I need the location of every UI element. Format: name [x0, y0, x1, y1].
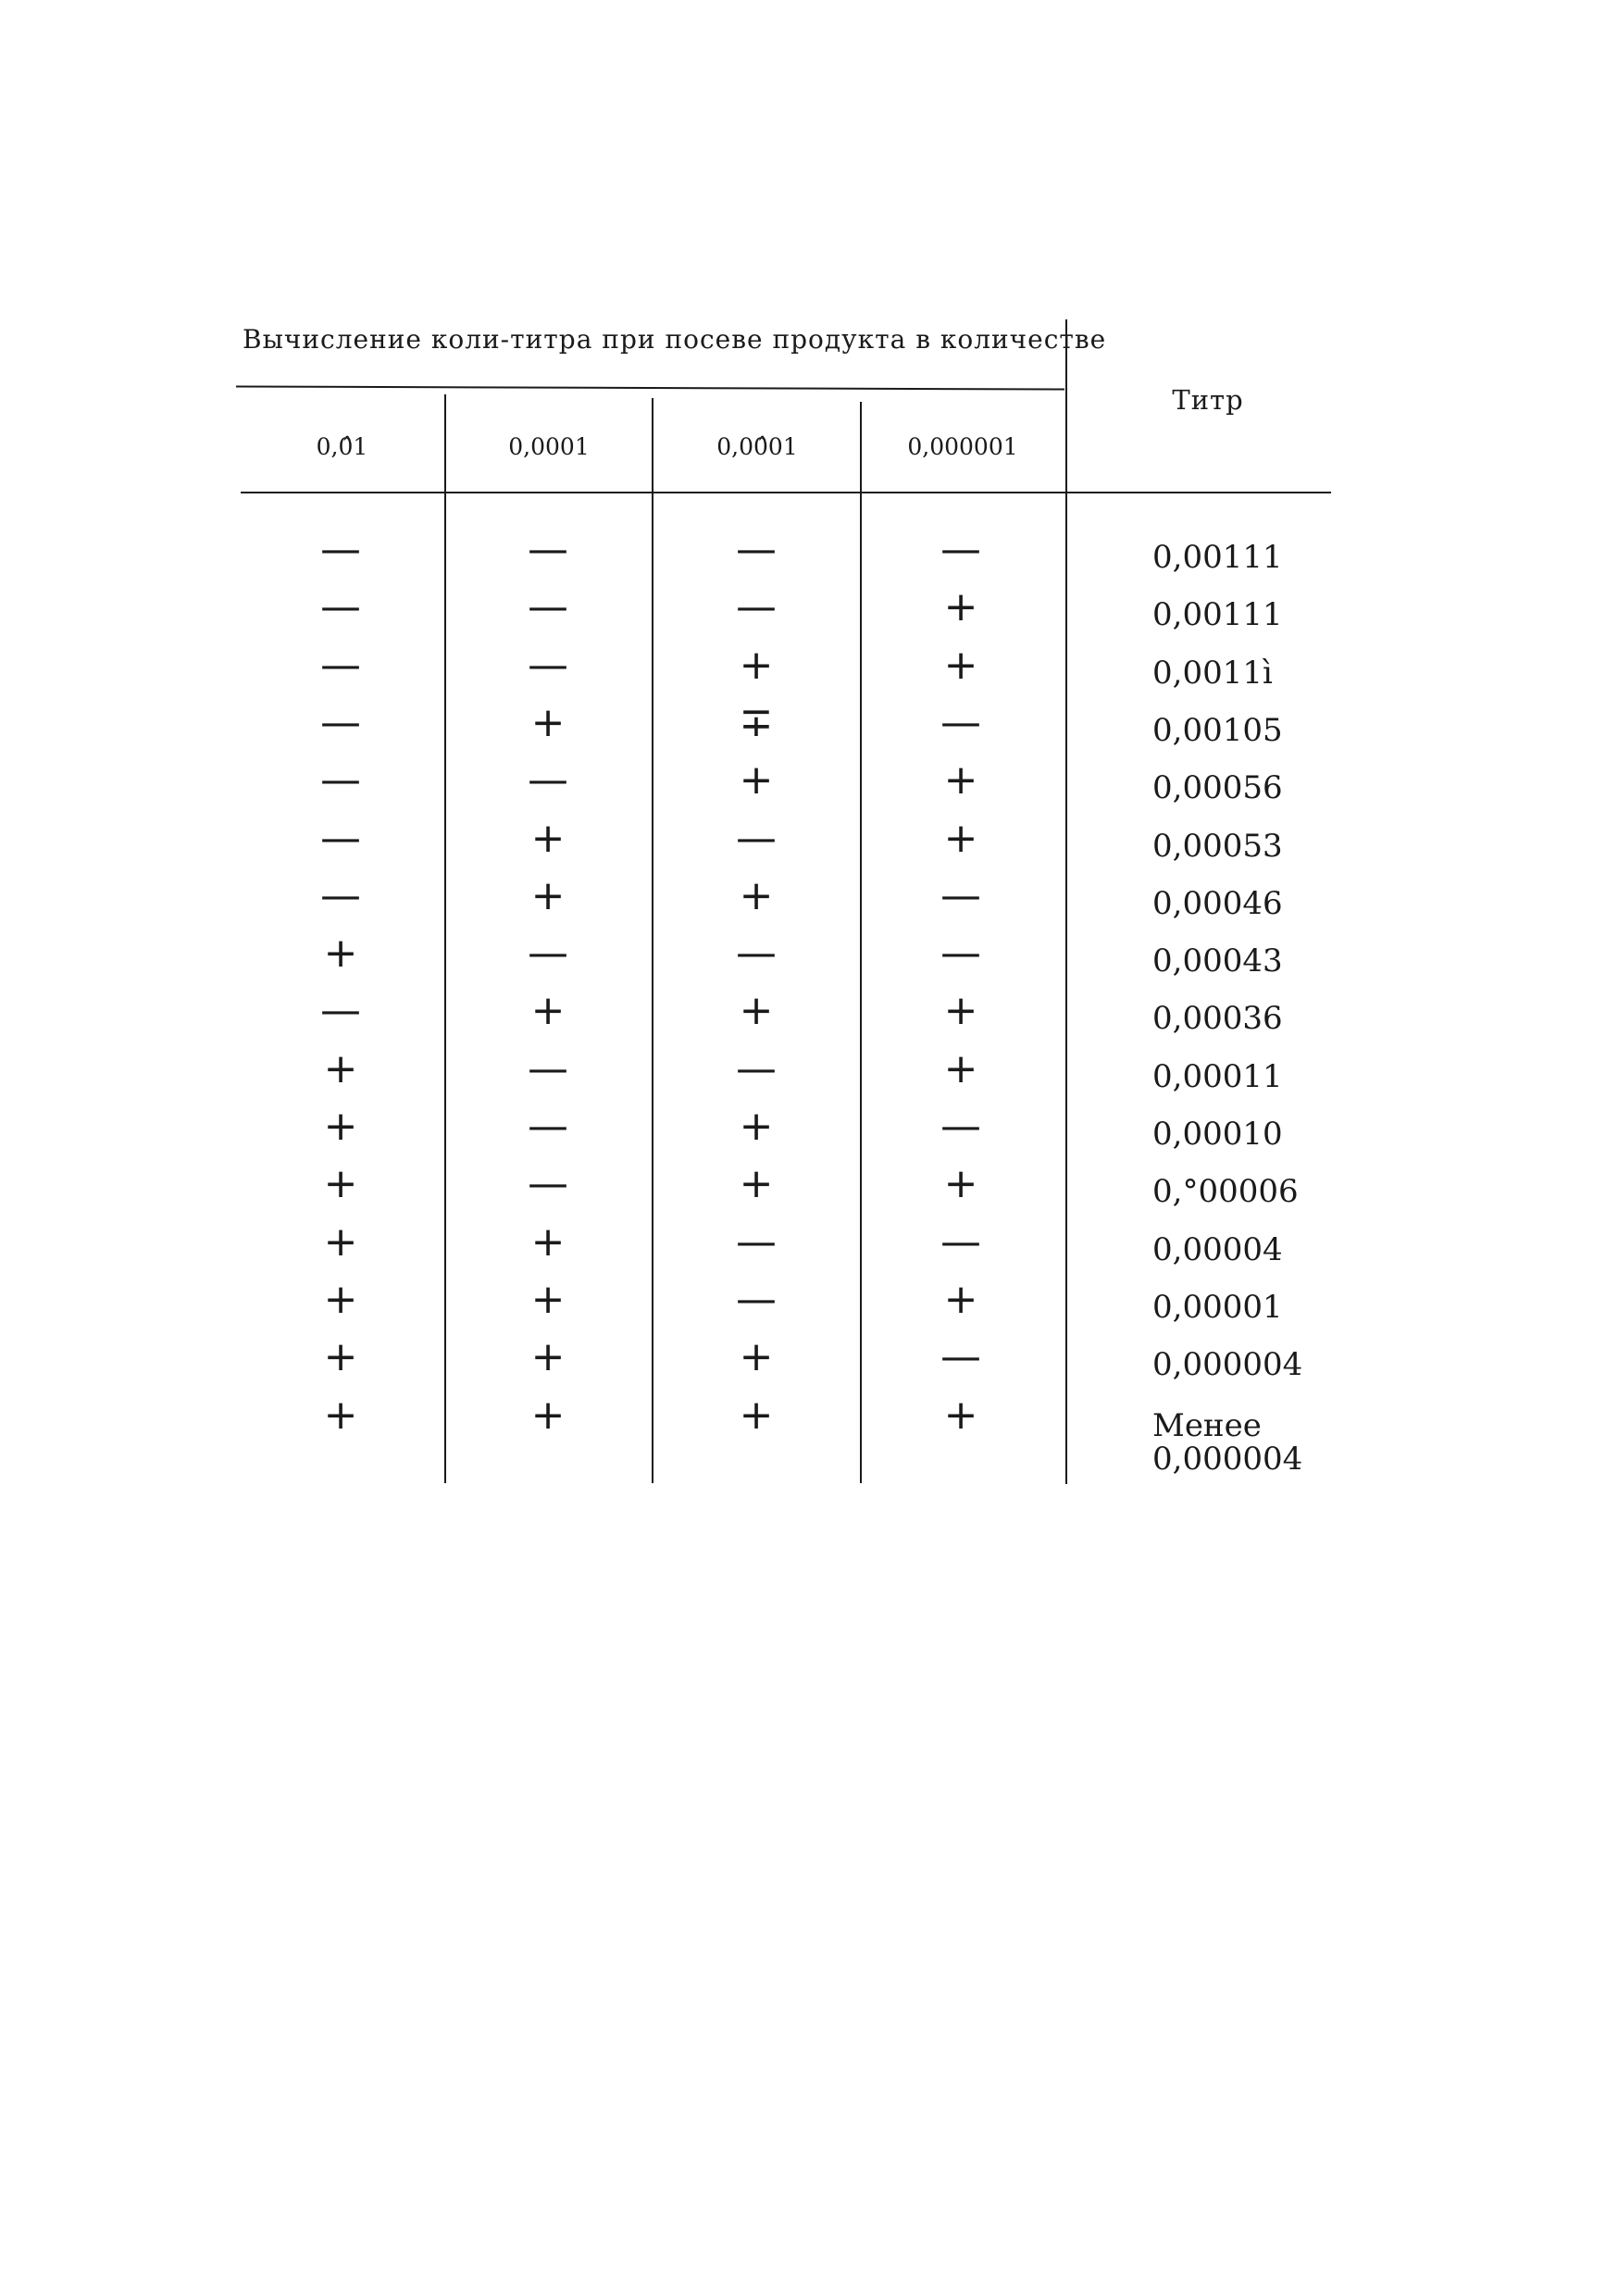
titer-cell-r4: 0,00105	[1152, 711, 1283, 749]
sign-cell-r15-c1: +	[323, 1333, 358, 1381]
sign-cell-r4-c3: ∓	[739, 698, 774, 746]
sign-cell-r11-c4: —	[940, 1103, 981, 1150]
titer-cell-r7: 0,00046	[1152, 884, 1283, 922]
sign-cell-r6-c2: +	[530, 814, 566, 862]
column-header-3: 0,00̂01	[716, 433, 798, 460]
sign-cell-r3-c2: —	[528, 641, 568, 689]
sign-cell-r9-c4: +	[943, 987, 978, 1035]
header-bottom-rule	[241, 492, 1331, 493]
sign-cell-r4-c4: —	[940, 698, 981, 746]
sign-cell-r1-c1: —	[320, 526, 361, 573]
sign-cell-r5-c2: —	[528, 756, 568, 805]
titer-cell-r11: 0,00010	[1152, 1116, 1283, 1153]
sign-cell-r13-c2: +	[530, 1217, 566, 1266]
titer-cell-r16	[1152, 1409, 1302, 1476]
sign-cell-r7-c1: —	[320, 871, 361, 919]
column-divider-2	[652, 398, 653, 1483]
sign-cell-r10-c4: +	[943, 1044, 978, 1092]
titer-cell-r9: 0,00036	[1152, 1000, 1283, 1038]
sign-cell-r15-c3: +	[739, 1333, 774, 1381]
sign-cell-r16-c1: +	[323, 1391, 358, 1439]
sign-cell-r8-c2: —	[528, 930, 568, 978]
sign-cell-r11-c1: +	[323, 1103, 358, 1150]
sign-cell-r1-c3: —	[736, 526, 777, 573]
sign-cell-r3-c4: +	[943, 641, 978, 689]
titer-cell-line2: 0,000004	[1152, 1441, 1303, 1478]
sign-cell-r10-c2: —	[528, 1044, 568, 1092]
titer-cell-r12: 0,°00006	[1152, 1173, 1299, 1211]
sign-cell-r13-c1: +	[323, 1217, 358, 1266]
sign-cell-r14-c4: +	[943, 1275, 978, 1323]
titer-cell-r6: 0,00053	[1152, 827, 1283, 865]
sign-cell-r2-c2: —	[528, 583, 568, 631]
column-header-1: 0,0̂1	[316, 433, 368, 460]
titer-cell-r13: 0,00004	[1152, 1230, 1283, 1268]
sign-cell-r13-c3: —	[736, 1217, 777, 1266]
sign-cell-r12-c4: +	[943, 1160, 978, 1208]
header-top-rule	[236, 385, 1064, 390]
column-header-2: 0,0001	[508, 433, 590, 460]
sign-cell-r9-c3: +	[739, 987, 774, 1035]
titer-cell-r5: 0,00056	[1152, 769, 1283, 807]
column-header-4: 0,000001	[907, 433, 1018, 460]
sign-cell-r11-c2: —	[528, 1103, 568, 1150]
sign-cell-r16-c4: +	[943, 1391, 978, 1439]
column-divider-1	[444, 394, 446, 1483]
sign-cell-r4-c1: —	[320, 698, 361, 746]
sign-cell-r15-c2: +	[530, 1333, 566, 1381]
titer-cell-r2: 0,00111	[1152, 596, 1283, 634]
sign-cell-r14-c3: —	[736, 1275, 777, 1323]
sign-cell-r15-c4: —	[940, 1333, 981, 1381]
titer-cell-r8: 0,00043	[1152, 942, 1283, 980]
sign-cell-r16-c3: +	[739, 1391, 774, 1439]
sign-cell-r5-c4: +	[943, 756, 978, 805]
sign-cell-r11-c3: +	[739, 1103, 774, 1150]
sign-cell-r6-c4: +	[943, 814, 978, 862]
sign-cell-r2-c4: +	[943, 583, 978, 631]
sign-cell-r10-c1: +	[323, 1044, 358, 1092]
titer-column-divider	[1065, 319, 1067, 1484]
column-divider-3	[860, 402, 862, 1483]
sign-cell-r1-c2: —	[528, 526, 568, 573]
sign-cell-r12-c2: —	[528, 1160, 568, 1208]
sign-cell-r9-c1: —	[320, 987, 361, 1035]
sign-cell-r12-c1: +	[323, 1160, 358, 1208]
titer-header: Титр	[1172, 384, 1244, 416]
sign-cell-r5-c1: —	[320, 756, 361, 805]
titer-cell-r1: 0,00111	[1152, 539, 1283, 576]
group-header: Вычисление коли-титра при посеве продукта в количестве	[243, 324, 1107, 355]
sign-cell-r8-c3: —	[736, 930, 777, 978]
sign-cell-r4-c2: +	[530, 698, 566, 746]
sign-cell-r14-c2: +	[530, 1275, 566, 1323]
sign-cell-r2-c3: —	[736, 583, 777, 631]
sign-cell-r14-c1: +	[323, 1275, 358, 1323]
sign-cell-r8-c4: —	[940, 930, 981, 978]
titer-cell-line1: Менее	[1152, 1407, 1262, 1444]
sign-cell-r7-c3: +	[739, 871, 774, 919]
sign-cell-r8-c1: +	[323, 930, 358, 978]
sign-cell-r13-c4: —	[940, 1217, 981, 1266]
sign-cell-r1-c4: —	[940, 526, 981, 573]
sign-cell-r7-c4: —	[940, 871, 981, 919]
titer-cell-r3: 0,0011ì	[1152, 654, 1273, 692]
sign-cell-r10-c3: —	[736, 1044, 777, 1092]
sign-cell-r9-c2: +	[530, 987, 566, 1035]
sign-cell-r2-c1: —	[320, 583, 361, 631]
sign-cell-r3-c1: —	[320, 641, 361, 689]
titer-cell-r15: 0,000004	[1152, 1346, 1303, 1384]
sign-cell-r7-c2: +	[530, 871, 566, 919]
sign-cell-r5-c3: +	[739, 756, 774, 805]
sign-cell-r16-c2: +	[530, 1391, 566, 1439]
sign-cell-r3-c3: +	[739, 641, 774, 689]
titer-cell-r10: 0,00011	[1152, 1057, 1283, 1095]
titer-cell-r14: 0,00001	[1152, 1288, 1283, 1326]
sign-cell-r6-c1: —	[320, 814, 361, 862]
sign-cell-r12-c3: +	[739, 1160, 774, 1208]
sign-cell-r6-c3: —	[736, 814, 777, 862]
